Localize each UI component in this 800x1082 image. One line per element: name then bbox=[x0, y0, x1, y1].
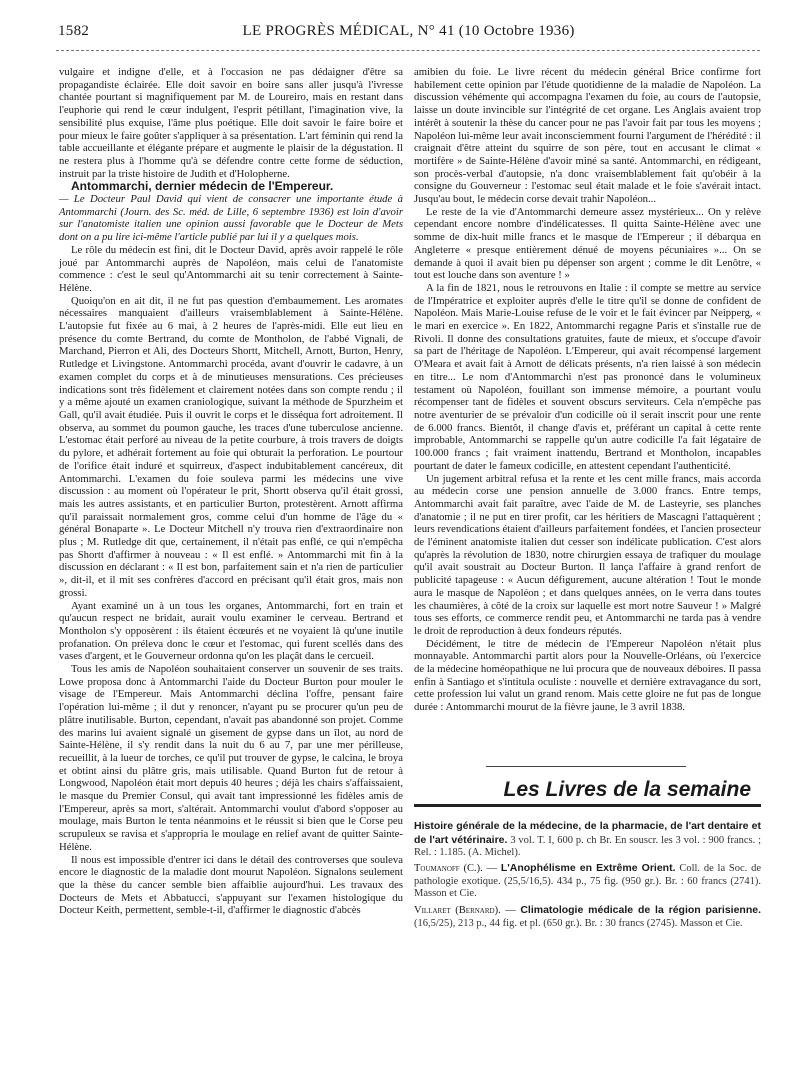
book-title: Climatologie médicale de la région parisienne. bbox=[520, 904, 761, 916]
paragraph: Un jugement arbitral refusa et la rente et les cent mille francs, mais accorda au médecin corse une pension annuelle de 3.000 francs. Entre temps, Antommarchi avait fait paraître, avec l'aide de M. de Lasteyrie, ses planches d'anatomie ; il ne put en tirer profit, car les héritiers de Mascagni l'attaquèrent ; leurs revendications étaient d'ailleurs parfaitement fondées, et l'ancien prosecteur de l'éminent anatomiste italien dut cesser son indélicate publication. C'est alors qu'après la révolution de 1830, notre chirurgien essaya de trafiquer du moulage qu'il avait soustrait au Docteur Burton. Il lança l'affaire à grand renfort de publicité tapageuse : « Aucun défigurement, aucune altération ! Tout le monde aura le masque de Napoléon ; et dans quelques années, on le verra dans toutes les chaumières, à côté de la croix sur laquelle est mort notre Sauveur ! » Malgré tous ses efforts, ce commerce rendit peu, et Antommarchi ne tarda pas à vendre le droit de reproduction à deux fondeurs réputés. bbox=[414, 472, 761, 637]
book-details: 3 vol. T. I, 600 p. ch Br. En souscr. les 3 vol. : 900 francs. ; Rel. : 1.185. (A. Michel). bbox=[414, 834, 762, 859]
book-entry: Toumanoff (C.). — L'Anophélisme en Extrême Orient. Coll. de la Soc. de pathologie exotique. (25,5/16,5). 434 p., 75 fig. (950 gr.). Br. : 60 francs (2741). Masson et Cie. bbox=[414, 862, 762, 900]
paragraph: Il nous est impossible d'entrer ici dans le détail des controverses que souleva encore le diagnostic de la maladie dont mourut Napoléon. Signalons seulement que la thèse du cancer semble bien affaiblie aujourd'hui. Les travaux des Docteurs de Mets et Abbatucci, s'appuyant sur l'examen histologique du Docteur Keith, permettent, semble-t-il, d'affirmer le diagnostic d'abcès bbox=[59, 853, 403, 917]
paragraph: amibien du foie. Le livre récent du médecin général Brice confirme fort habilement cette opinion par l'étude quotidienne de la maladie de Napoléon. La discussion véhémente qui accompagna l'examen du foie, au cours de l'autopsie, laisse un doute invincible sur l'intégrité de cet organe. Les Anglais avaient trop intérêt à soutenir la thèse du cancer pour ne pas l'avoir fait par tous les moyens ; Napoléon lui-même leur avait inconsciemment fourni l'argument de l'hérédité : il craignait d'être atteint du squirre de son père, tout en accusant le climat « mortifère » de Sainte-Hélène d'avoir miné sa santé. Antommarchi, en rédigeant, son procès-verbal d'autopsie, n'a donc vraisemblablement fait qu'obéir à la consigne du Gouverneur : l'estomac seul était malade et le foie s'avérait intact. Jusqu'au bout, le médecin corse devait trahir Napoléon... bbox=[414, 66, 761, 206]
journal-title: LE PROGRÈS MÉDICAL, bbox=[242, 22, 414, 39]
page-number: 1582 bbox=[58, 22, 90, 39]
paragraph: Quoiqu'on en ait dit, il ne fut pas question d'embaumement. Les aromates nécessaires manquaient d'ailleurs vraisemblablement à Sainte-Hélène. L'autopsie fut fixée au 6 mai, à 2 heures de l'après-midi. Elle eut lieu en présence du comte Bertrand, du comte de Montholon, de l'abbé Vignali, de Marchand, Pierron et Ali, des Docteurs Shortt, Mitchell, Arnott, Burton, Henry, Rutledge et Livingstone. Antommarchi procéda, avant d'ouvrir le cadavre, à un examen complet du corps et à de minutieuses mensurations. Ces précieuses indications sont très fidèlement et clairement notées dans son compte rendu ; il y a même ajouté un examen craniologique, suivant la méthode de Spurzheim et Gall, qu'il avait étudiée. Puis il ouvrit le corps et le disséqua fort adroitement. Il observa, au sommet du poumon gauche, les traces d'une tuberculose ancienne. L'estomac était perforé au niveau de la petite courbure, à trois travers de doigts du pylore, et adhérait fortement au foie qui obturait la perforation. Le pourtour de l'orifice était induré et squirreux, d'aspect indubitablement cancéreux, dit Antommarchi. L'examen du foie souleva parmi les médecins une vive discussion : au moment où l'opérateur le prit, Shortt observa qu'il était grossi, mais les autres assistants, et en particulier Burton, protestèrent. Arnott affirma qu'il paraissait normalement gros, comme celui d'un homme de l'âge du « général Bonaparte ». Le Docteur Mitchell n'y trouva rien d'extraordinaire non plus ; M. Rutledge dit que, certainement, il n'était pas enflé, ce qui n'empêcha pas Shortt d'affirmer à nouveau : « Il est enflé. » Antommarchi mit fin à la discussion en déclarant : « Il est bon, parfaitement sain et n'a rien de particulier », dit-il, et il mit ses confrères d'accord en précisant qu'il était gros, mais non grossi. bbox=[59, 294, 403, 599]
right-column bbox=[414, 66, 761, 714]
book-title: Histoire générale de la médecine, de la pharmacie, de l'art dentaire et de l'art vétérinaire. bbox=[414, 820, 761, 846]
book-author: Toumanoff (C.). bbox=[414, 863, 483, 874]
issue-info: N° 41 (10 Octobre 1936) bbox=[417, 22, 575, 39]
header-rule bbox=[56, 50, 760, 51]
paragraph: Décidément, le titre de médecin de l'Empereur Napoléon n'était plus monnayable. Antommarchi partit alors pour la Nouvelle-Orléans, où l'exercice de la médecine homéopathique ne lui procura que de nouveaux déboires. Il passa enfin à Santiago et s'intitula oculiste : nouvelle et dernière extravagance du sort, cette profession lui valut un grand renom. Mais cette gloire ne fut pas de longue durée : Antommarchi mourut de la fièvre jaune, le 3 avril 1838. bbox=[414, 637, 761, 714]
page-header bbox=[58, 16, 758, 46]
intro-paragraph: vulgaire et indigne d'elle, et à l'occasion ne pas dédaigner d'être sa propagandiste éclairée. Elle doit savoir en boire sans aller jusqu'à l'ivresse chantée pourtant si magnifiquement par M. de Loureiro, mais en restant dans l'euphorie qui rend le cœur indulgent, l'esprit pétillant, l'imagination vive, la sensibilité plus exquise, l'âme plus poétique. Elle doit savoir le faire boire et pour mieux le faire goûter s'appliquer à sa présentation. L'art féminin qui rend la table accueillante et élégante prépare et augmente le plaisir de la dégustation. Il ne restera plus à l'homme qu'à se défendre contre cette forme de séduction, instruit par la triste histoire de Judith et d'Holopherne. bbox=[59, 66, 403, 180]
book-author: Villaret (Bernard). bbox=[414, 905, 501, 916]
left-column bbox=[59, 66, 403, 917]
paragraph: Le rôle du médecin est fini, dit le Docteur David, après avoir rappelé le rôle joué par Antommarchi auprès de Napoléon, mais celui de l'anatomiste commence : c'est le seul qu'Antommarchi ait su tenir correctement à Sainte-Hélène. bbox=[59, 243, 403, 294]
paragraph: Le reste de la vie d'Antommarchi demeure assez mystérieux... On y relève cependant encore nombre d'indélicatesses. Il quitta Sainte-Hélène avec une somme de dix-huit mille francs et le masque de l'Empereur ; il débarqua en Angleterre « presque entièrement dénué de moyens pécuniaires »... On se demande à quoi il avait bien pu dépenser son argent ; comme le dit Lenôtre, « tout est louche dans son aventure ! » bbox=[414, 205, 761, 282]
section-title: Antommarchi, dernier médecin de l'Empereur. bbox=[71, 179, 334, 194]
journal-title-line bbox=[242, 23, 574, 40]
book-details: (16,5/25), 213 p., 44 fig. et pl. (650 gr.). Br. : 30 francs (2745). Masson et Cie. bbox=[414, 917, 743, 929]
book-title: L'Anophélisme en Extrême Orient. bbox=[500, 862, 676, 874]
book-entry bbox=[414, 820, 761, 860]
paragraph: Ayant examiné un à un tous les organes, Antommarchi, fort en train et qu'aucun respect ne bridait, aurait voulu examiner le cerveau. Bertrand et Montholon s'y opposèrent : ils étaient écœurés et ne voyaient là qu'une inutile profanation. On préleva donc le cœur et l'estomac, qui furent scellés dans des vases d'argent, et le Gouverneur ordonna qu'on les plaçât dans le cercueil. bbox=[59, 599, 403, 663]
books-heading: Les Livres de la semaine bbox=[414, 778, 761, 807]
section-subtitle: — Le Docteur Paul David qui vient de consacrer une importante étude à Antommarchi (Journ. des Sc. méd. de Lille, 6 septembre 1936) est loin d'avoir sur l'anatomiste italien une opinion aussi favorable que le Docteur de Mets dont on a pu lire ici-même l'article publié par lui il y a quelques mois. bbox=[59, 193, 403, 244]
paragraph: A la fin de 1821, nous le retrouvons en Italie : il compte se mettre au service de l'Impératrice et exploiter auprès d'elle le titre qu'il se donne de confident de Napoléon. Mais Marie-Louise refuse de le voir et le fait évincer par Neipperg, « le mari en exercice ». En 1822, Antommarchi regagne Paris et s'installe rue de Rivoli. Il donne des consultations gratuites, faute de mieux, et s'occupe d'avoir sa part de l'héritage de Napoléon. L'Empereur, qui avait récompensé largement O'Meara et avait fait à Arnott de délicats présents, n'a rien laissé à son médecin en titre... Le nom d'Antommarchi n'est pas prononcé dans le volumineux testament où Napoléon, fouillant son immense mémoire, a pourtant voulu récompenser tant de fidèles et souvent obscurs serviteurs. Cela n'empêche pas notre aventurier de se prévaloir d'un codicille où il serait inscrit pour une rente de 6.000 francs. Bientôt, il change d'avis et, préférant un capital à cette rente improbable, Antommarchi se rappelle qu'un autre codicille l'a fait légataire de 100.000 francs ; fait vraiment inattendu, Bertrand et Montholon, incapables pourtant de dater le fameux codicille, en attestent cependant l'authenticité. bbox=[414, 281, 761, 472]
book-entry: Villaret (Bernard). — Climatologie médicale de la région parisienne. (16,5/25), 213 p., 44 fig. et pl. (650 gr.). Br. : 30 francs (2745). Masson et Cie. bbox=[414, 904, 761, 929]
section-divider bbox=[486, 766, 686, 767]
book-details: Coll. de la Soc. de pathologie exotique. (25,5/16,5). 434 p., 75 fig. (950 gr.). Br. : 60 francs (2741). Masson et Cie. bbox=[414, 863, 762, 900]
paragraph: Tous les amis de Napoléon souhaitaient conserver un souvenir de ses traits. Lowe proposa donc à Antommarchi l'aide du Docteur Burton pour mouler le visage de l'Empereur. Mais Antommarchi déclina l'offre, pensant faire l'opération lui-même ; il dut y renoncer, n'ayant pu se procurer qu'un peu de plâtre inutilisable. Burton, cependant, n'avait pas abandonné son projet. Comme des marins lui avaient signalé un gisement de gypse dans un îlot, au nord de Sainte-Hélène, il s'y rendit dans la nuit du 6 au 7, par une mer périlleuse, recueillit, à la lueur de torches, ce qu'il put trouver de gypse, le calcina, le broya et obtint ainsi du plâtre gris, mais utilisable. Quand Burton fut de retour à Longwood, Napoléon était mort depuis 40 heures ; déjà les chairs s'affaissaient, le masque du Premier Consul, qui avait tant impressionné les fidèles amis de l'Empereur, après sa mort, s'altérait. Antommarchi voulut d'abord s'opposer au moulage, mais Burton le tenta néanmoins et le réussit si bien que le Corse peu scrupuleux se ravisa et s'appropria le moulage en relief avant de quitter Sainte-Hélène. bbox=[59, 663, 403, 853]
